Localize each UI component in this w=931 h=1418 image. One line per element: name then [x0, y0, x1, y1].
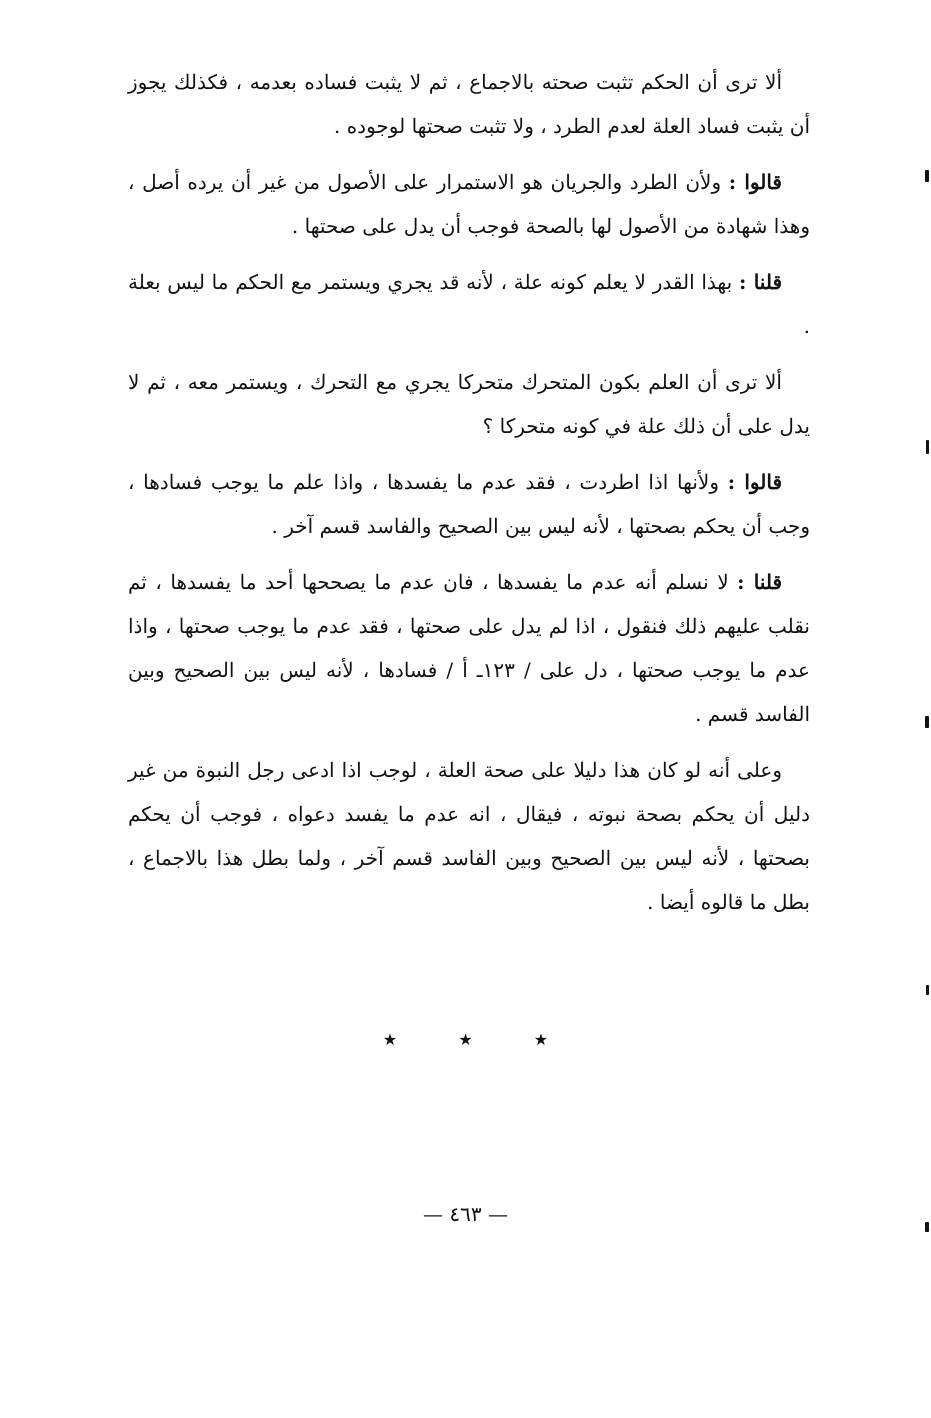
- paragraph-text: ألا ترى أن العلم بكون المتحرك متحركا يجري مع التحرك ، ويستمر معه ، ثم لا يدل على أن ذلك علة في كونه متحركا ؟: [128, 370, 810, 438]
- paragraph-text: ولأنها اذا اطردت ، فقد عدم ما يفسدها ، واذا علم ما يوجب فسادها ، وجب أن يحكم بصحتها ، لأنه ليس بين الصحيح والفاسد قسم آخر .: [128, 470, 810, 538]
- edge-mark: [925, 170, 929, 182]
- edge-mark: [925, 1222, 929, 1232]
- section-separator: ★ ★ ★: [382, 1030, 577, 1049]
- body-text: [128, 60, 810, 936]
- paragraph-text: لا نسلم أنه عدم ما يفسدها ، فان عدم ما يصححها أحد ما يفسدها ، ثم نقلب عليهم ذلك فنقول ، اذا لم يدل على صحتها ، فقد عدم ما يوجب صحتها ، واذا عدم ما يوجب صحتها ، دل على / ١٢٣ـ أ / فسادها ، لأنه ليس بين الصحيح وبين الفاسد قسم .: [128, 570, 810, 726]
- paragraph-text: ألا ترى أن الحكم تثبت صحته بالاجماع ، ثم لا يثبت فساده بعدمه ، فكذلك يجوز أن يثبت فساد العلة لعدم الطرد ، ولا تثبت صحتها لوجوده .: [128, 70, 810, 138]
- paragraph-lead: قالوا :: [727, 470, 783, 494]
- paragraph-text: وعلى أنه لو كان هذا دليلا على صحة العلة ، لوجب اذا ادعى رجل النبوة من غير دليل أن يحكم بصحة نبوته ، فيقال ، انه عدم ما يفسد دعواه ، فوجب أن يحكم بصحتها ، لأنه ليس بين الصحيح وبين الفاسد قسم آخر ، ولما بطل هذا بالاجماع ، بطل ما قالوه أيضا .: [128, 758, 810, 914]
- paragraph-text: بهذا القدر لا يعلم كونه علة ، لأنه قد يجري ويستمر مع الحكم ما ليس بعلة .: [128, 270, 810, 338]
- edge-mark: [926, 440, 929, 454]
- paragraph-lead: قالوا :: [728, 170, 782, 194]
- paragraph-5: [128, 460, 810, 548]
- edge-mark: [925, 716, 929, 728]
- paragraph-3: [128, 260, 810, 348]
- paragraph-lead: قلنا :: [738, 270, 783, 294]
- paragraph-2: [128, 160, 810, 248]
- paragraph-4: [128, 360, 810, 448]
- paragraph-text: ولأن الطرد والجريان هو الاستمرار على الأصول من غير أن يرده أصل ، وهذا شهادة من الأصول لها بالصحة فوجب أن يدل على صحتها .: [128, 170, 810, 238]
- paragraph-6: [128, 560, 810, 736]
- paragraph-1: [128, 60, 810, 148]
- edge-mark: [926, 985, 929, 995]
- page-number: — ٤٦٣ —: [423, 1202, 508, 1226]
- paragraph-lead: قلنا :: [737, 570, 783, 594]
- paragraph-7: [128, 748, 810, 924]
